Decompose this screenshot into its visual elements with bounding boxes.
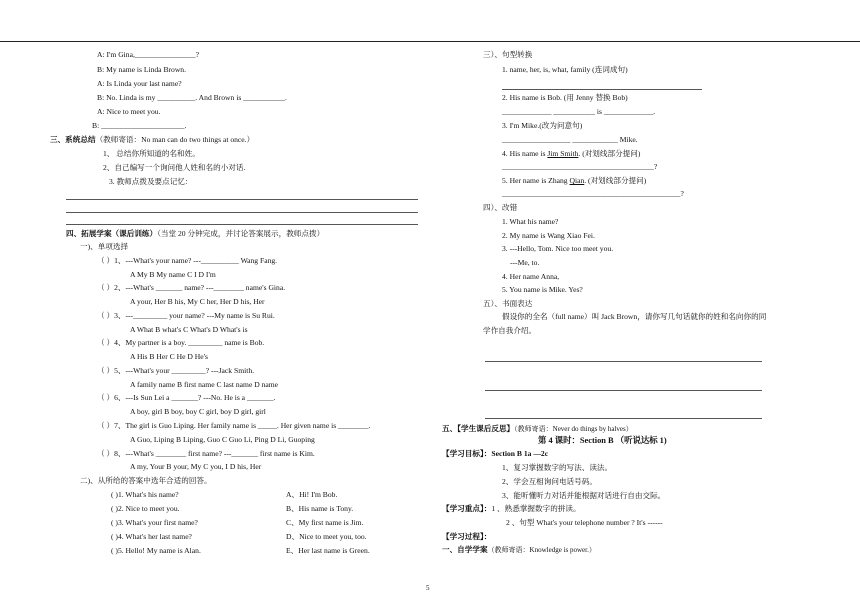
match-question: ( )5. Hello! My name is Alan. [111, 546, 201, 555]
answer-line [66, 212, 418, 213]
mc-options: A boy, girl B boy, boy C girl, boy D girl, girl [130, 407, 266, 416]
dialog-line: B: ______________________. [92, 121, 187, 130]
section-summary [50, 136, 254, 145]
section-title: 五、【学生课后反思】 [442, 424, 515, 433]
transform-answer: ________________________________________? [502, 162, 658, 171]
answer-line [502, 89, 702, 90]
reflection-heading [442, 425, 633, 434]
section-title: 四）、改错 [483, 203, 518, 212]
transform-item: 3. I'm Mike.(改为问意句) [502, 121, 583, 130]
mc-options: A family name B first name C last name D name [130, 380, 279, 389]
mc-options: A Guo, Liping B Liping, Guo C Guo Li, Ping D Li, Guoping [130, 435, 315, 444]
mc-question: （ ）4、My partner is a boy. _________ name is Bob. [97, 338, 265, 347]
transform-answer: _____________ ___________ is _____________. [502, 107, 656, 116]
lesson-title: 第 4 课时：Section B （听说达标 1) [538, 436, 667, 445]
key-item: 2 、句型 What's your telephone number ? It's ------ [506, 518, 663, 527]
section-note: （当堂 20 分钟完成，并讨论答案展示，教师点拨） [157, 229, 325, 238]
transform-item [502, 177, 646, 186]
underlined-text: Jim Smith [547, 149, 579, 158]
answer-line [485, 390, 762, 391]
match-question: ( )4. What's her last name? [111, 532, 192, 541]
mc-options: A your, Her B his, My C her, Her D his, Her [130, 297, 265, 306]
transform-answer: __________________ ____________ Mike. [502, 135, 638, 144]
mc-options: A What B what's C What's D What's is [130, 325, 248, 334]
page-number: 5 [426, 584, 430, 592]
dialog-line: B: My name is Linda Brown. [97, 65, 187, 74]
item-text: 4. His name is [502, 149, 548, 158]
match-answer: C、My first name is Jim. [286, 518, 364, 527]
section-title: 一、自学学案 [442, 545, 488, 554]
item-text: . (对划线部分提问) [578, 149, 641, 158]
match-answer: B、His name is Tony. [286, 504, 354, 513]
writing-prompt: 学作自我介绍。 [483, 326, 537, 335]
correction-item: 1. What his name? [502, 217, 559, 226]
mc-options: A my, Your B your, My C you, I D his, Her [130, 462, 262, 471]
transform-item: 1. name, her, is, what, family (连词成句) [502, 65, 628, 74]
mc-question: （ ）1、---What's your name? ---__________ Wang Fang. [97, 256, 278, 265]
mc-question: （ ）6、---Is Sun Lei a _______? ---No. He is a _______. [97, 393, 276, 402]
subsection-title: 二)、从所给的答案中选年合适的回答。 [80, 476, 212, 485]
mc-options: A His B Her C He D He's [130, 352, 208, 361]
mc-question: （ ）7、The girl is Guo Liping. Her family name is _____. Her given name is ________. [97, 421, 371, 430]
self-study-heading [442, 546, 596, 555]
key-item: 1 、熟悉掌握数字的拼读。 [491, 504, 581, 513]
summary-item: 2、自己编写一个询问他人姓和名的小对话. [103, 163, 246, 172]
item-text: 5. Her name is Zhang [502, 176, 570, 185]
match-answer: D、Nice to meet you, too. [286, 532, 367, 541]
goal-label: 【学习目标】： [442, 449, 492, 458]
transform-answer: _______________________________________________? [502, 189, 684, 198]
correction-item: 3. ---Hello, Tom. Nice too meet you. [502, 244, 614, 253]
match-question: ( )1. What's his name? [111, 490, 179, 499]
process-heading: 【学习过程】： [442, 532, 492, 541]
match-answer: E、Her last name is Green. [286, 546, 370, 555]
transform-item [502, 150, 640, 159]
summary-item: 1、 总结你所知道的名和姓。 [103, 149, 200, 158]
section-title: 三、系统总结 [50, 135, 96, 144]
correction-item: 5. You name is Mike. Yes? [502, 285, 583, 294]
match-answer: A、Hi! I'm Bob. [286, 490, 338, 499]
subsection-title: 一)、单项选择 [80, 242, 129, 251]
mc-question: （ ）3、---_________ your name? ---My name is Su Rui. [97, 311, 275, 320]
mc-question: （ ）2、---What's _______ name? ---________ name's Gina. [97, 283, 286, 292]
top-rule [0, 41, 860, 42]
underlined-text: Qian [569, 176, 585, 185]
transform-item: 2. His name is Bob. (用 Jenny 替换 Bob) [502, 93, 628, 102]
correction-item: ---Me, to. [510, 258, 540, 267]
section-note: （教师寄语：No man can do two things at once.） [95, 135, 255, 144]
goal-heading [442, 450, 548, 459]
key-heading [442, 505, 581, 514]
answer-line [485, 418, 762, 419]
answer-line [66, 199, 418, 200]
goal-item: 2、学会互相询问电话号码。 [502, 477, 597, 486]
section-note: （教师寄语：Never do things by halves） [514, 425, 633, 433]
answer-line [485, 361, 762, 362]
mc-question: （ ）8、---What's ________ first name? ---_______ first name is Kim. [97, 449, 315, 458]
goal-item: 3、能听懂听力对话并能根据对话进行自由交际。 [502, 491, 666, 500]
section-title: 五）、书面表达 [483, 299, 533, 308]
dialog-line: B: No. Linda is my __________. And Brown is ___________. [97, 93, 287, 102]
mc-options: A My B My name C I D I'm [130, 270, 216, 279]
match-question: ( )3. What's your first name? [111, 518, 198, 527]
section-title: 三）、句型转换 [483, 50, 533, 59]
item-text: . (对划线部分提问) [584, 176, 647, 185]
writing-prompt: 假设你的全名（full name）叫 Jack Brown，请你写几句话就你的姓和名向你的同 [502, 312, 767, 321]
correction-item: 2. My name is Wang Xiao Fei. [502, 231, 595, 240]
match-question: ( )2. Nice to meet you. [111, 504, 180, 513]
dialog-line: A: Is Linda your last name? [97, 79, 182, 88]
summary-item: 3. 教师点拨及要点记忆： [109, 177, 193, 186]
mc-question: （ ）5、---What's your _________? ---Jack Smith. [97, 366, 255, 375]
key-label: 【学习重点】： [442, 504, 492, 513]
section-note: （教师寄语：Knowledge is power.） [487, 546, 596, 554]
section-extension [66, 230, 324, 239]
correction-item: 4. Her name Anna, [502, 272, 560, 281]
dialog-line: A: I'm Gina,________________? [97, 50, 199, 59]
answer-line [66, 224, 418, 225]
section-title: 四、拓展学案（课后训练） [66, 229, 158, 238]
dialog-line: A: Nice to meet you. [97, 107, 161, 116]
goal-item: 1、复习掌握数字的写法、读法。 [502, 463, 613, 472]
goal-value: Section B 1a —2c [491, 449, 549, 458]
